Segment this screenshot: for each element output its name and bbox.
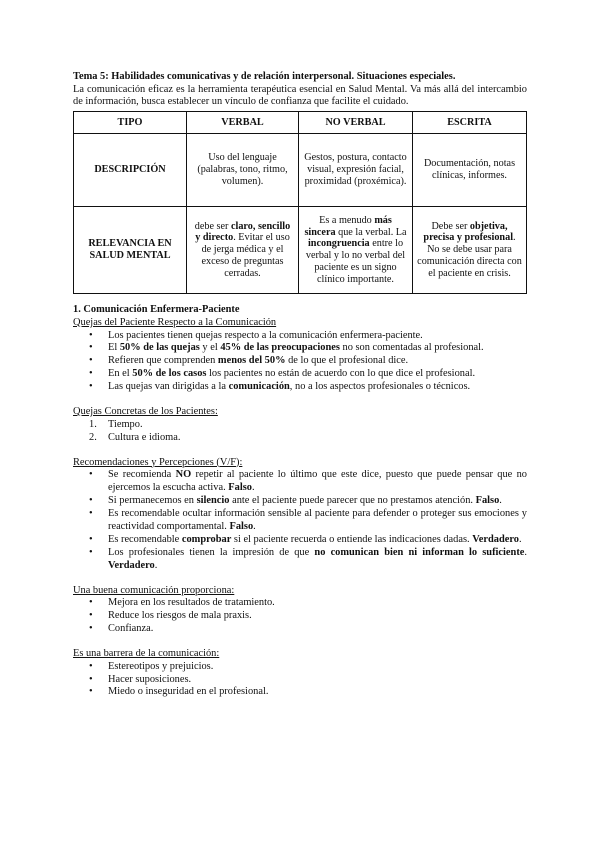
bold-text: Verdadero <box>472 533 519 545</box>
subsection-title: Quejas Concretas de los Pacientes: <box>73 406 218 418</box>
text-run: Es recomendable ocultar información sensible al paciente para defender o proteger sus emociones y reactividad comportamental. <box>108 507 527 532</box>
text-run: En el <box>108 368 133 380</box>
text-run: y el <box>199 342 221 354</box>
document-page <box>73 71 527 699</box>
table-cell <box>187 134 299 207</box>
list-number: 1. <box>89 418 97 430</box>
text-run: Los profesionales tienen la impresión de que <box>108 546 315 558</box>
list-item <box>73 330 527 343</box>
text-run: Uso del lenguaje (palabras, tono, ritmo, volumen). <box>197 152 288 187</box>
table-cell <box>299 134 413 207</box>
text-run: . <box>499 495 502 507</box>
subsection-title: Es una barrera de la comunicación: <box>73 647 220 659</box>
text-run: no son comentadas al profesional. <box>339 342 484 354</box>
table-cell <box>413 207 527 294</box>
list-item <box>73 534 527 547</box>
bold-text: 50% de las quejas <box>119 342 200 354</box>
text-run: . <box>253 520 256 532</box>
text-run: Mejora en los resultados de tratamiento. <box>108 597 275 609</box>
list-item <box>73 342 527 355</box>
list-number: 2. <box>89 431 97 443</box>
list-item <box>73 547 527 573</box>
list-item <box>73 597 527 610</box>
bold-text: Falso <box>229 520 254 532</box>
text-run: Los pacientes tienen quejas respecto a la comunicación enfermera-paciente. <box>108 329 423 341</box>
numbered-list <box>73 419 527 445</box>
text-run: de lo que el profesional dice. <box>285 355 409 367</box>
text-run: El <box>108 342 120 354</box>
section-heading: 1. Comunicación Enfermera-Paciente <box>73 304 240 316</box>
text-run: . <box>524 546 528 558</box>
row-label: DESCRIPCIÓN <box>74 134 187 207</box>
list-item <box>73 432 527 445</box>
header-cell: VERBAL <box>187 112 299 134</box>
table-row <box>74 134 527 207</box>
bold-text: comprobar <box>181 533 232 545</box>
bullet-list <box>73 661 527 700</box>
list-item <box>73 674 527 687</box>
text-run: Debe ser <box>431 220 470 232</box>
list-item <box>73 368 527 381</box>
text-run: Estereotipos y prejuicios. <box>108 660 214 672</box>
list-item <box>73 381 527 394</box>
text-run: repetir al paciente lo último que este dice, puesto que puede pensar que no ejercemos la escucha activa. <box>108 469 527 494</box>
text-run: Miedo o inseguridad en el profesional. <box>108 686 269 698</box>
list-text: Cultura e idioma. <box>108 431 181 443</box>
subsection-title: Una buena comunicación proporciona: <box>73 584 235 596</box>
bullet-list <box>73 469 527 572</box>
header-cell: ESCRITA <box>413 112 527 134</box>
text-run: . <box>518 533 522 545</box>
bold-text: silencio <box>196 495 230 507</box>
text-run: Hacer suposiciones. <box>108 673 192 685</box>
text-run: . <box>251 482 255 494</box>
text-run: Es a menudo <box>319 214 375 226</box>
table-header-row <box>74 112 527 134</box>
text-run: Confianza. <box>108 623 154 635</box>
list-text: Tiempo. <box>108 418 143 430</box>
bullet-list <box>73 597 527 636</box>
list-item <box>73 355 527 368</box>
text-run: Si permanecemos en <box>108 495 197 507</box>
text-run: Reduce los riesgos de mala praxis. <box>108 610 252 622</box>
text-run: Documentación, notas clínicas, informes. <box>423 158 516 182</box>
text-run: Gestos, postura, contacto visual, expresión facial, proximidad (proxémica). <box>304 152 407 187</box>
text-run: si el paciente recuerda o entiende las indicaciones dadas. <box>231 533 473 545</box>
bullet-list <box>73 330 527 395</box>
bold-text: 45% de las preocupaciones <box>220 342 340 354</box>
table-cell <box>187 207 299 294</box>
header-cell: TIPO <box>74 112 187 134</box>
text-run: que la verbal. La <box>335 226 407 238</box>
list-item <box>73 419 527 432</box>
bold-text: Verdadero <box>108 559 155 571</box>
bold-text: no comunican bien ni informan lo suficiente <box>314 546 525 558</box>
bold-text: NO <box>175 469 192 481</box>
bold-text: claro, sencillo y directo <box>195 220 291 244</box>
document-title: Tema 5: Habilidades comunicativas y de relación interpersonal. Situaciones especiales. <box>73 71 456 82</box>
text-run: debe ser <box>194 220 231 232</box>
bold-text: Falso <box>475 495 500 507</box>
text-run: Es recomendable <box>108 533 182 545</box>
bold-text: menos del 50% <box>217 355 286 367</box>
row-label: RELEVANCIA EN SALUD MENTAL <box>74 207 187 294</box>
list-item <box>73 623 527 636</box>
list-item <box>73 495 527 508</box>
bold-text: objetiva, precisa y profesional <box>423 220 514 244</box>
text-run: . <box>154 559 158 571</box>
communication-types-table <box>73 111 527 294</box>
text-run: . Evitar el uso de jerga médica y el exceso de preguntas cerradas. <box>201 232 290 279</box>
text-run: los pacientes no están de acuerdo con lo que dice el profesional. <box>206 368 476 380</box>
text-run: entre lo verbal y lo no verbal del paciente es un signo clínico importante. <box>305 238 406 285</box>
text-run: . No se debe usar para comunicación directa con el paciente en crisis. <box>417 232 522 279</box>
text-run: ante el paciente puede parecer que no prestamos atención. <box>229 495 476 507</box>
table-cell <box>299 207 413 294</box>
list-item <box>73 469 527 495</box>
table-row <box>74 207 527 294</box>
text-run: , no a los aspectos profesionales o técnicos. <box>289 381 471 393</box>
text-run: Se recomienda <box>108 469 176 481</box>
bold-text: 50% de los casos <box>132 368 207 380</box>
bold-text: Falso <box>228 482 252 494</box>
list-item <box>73 610 527 623</box>
list-item <box>73 661 527 674</box>
bold-text: comunicación <box>228 381 290 393</box>
list-item <box>73 686 527 699</box>
list-item <box>73 508 527 534</box>
intro-paragraph: La comunicación eficaz es la herramienta terapéutica esencial en Salud Mental. Va más allá del intercambio de información, busca establecer un vínculo de confianza que facilite el cuidado. <box>73 83 527 108</box>
bold-text: incongruencia <box>307 238 370 250</box>
text-run: Las quejas van dirigidas a la <box>108 381 229 393</box>
header-cell: NO VERBAL <box>299 112 413 134</box>
bold-text: más sincera <box>304 214 392 238</box>
text-run: Refieren que comprenden <box>108 355 218 367</box>
subsection-title: Recomendaciones y Percepciones (V/F): <box>73 456 243 468</box>
table-cell <box>413 134 527 207</box>
subsection-title: Quejas del Paciente Respecto a la Comunicación <box>73 316 277 328</box>
